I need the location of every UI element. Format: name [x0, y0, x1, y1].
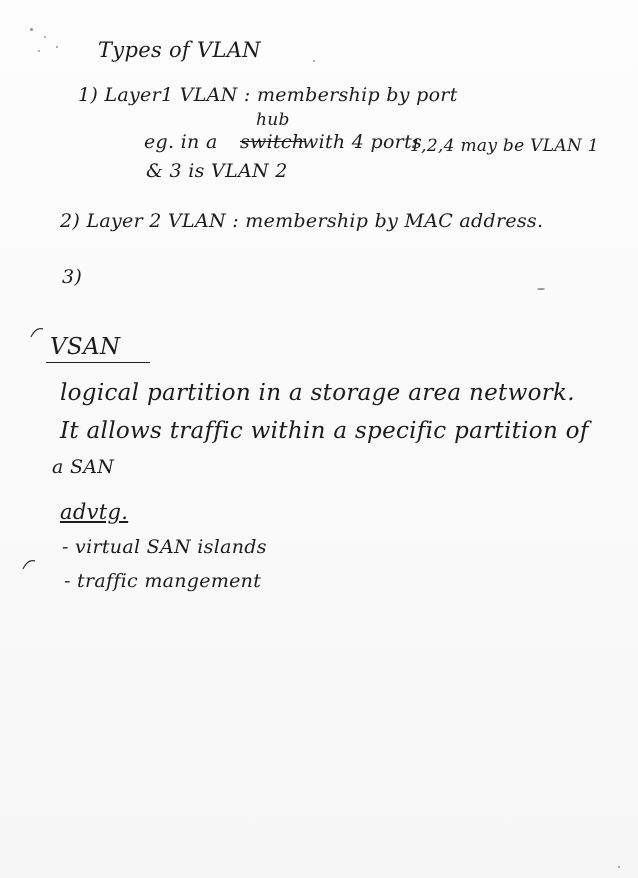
item3-label: 3) — [62, 266, 83, 288]
item1-example-prefix: eg. in a — [144, 131, 218, 153]
scan-speck — [38, 50, 40, 52]
scan-speck — [30, 28, 33, 31]
vsan-line3: a SAN — [52, 456, 115, 478]
scan-speck — [313, 60, 315, 62]
margin-arc-mark — [22, 558, 36, 570]
item1-example-ports: 1,2,4 may be VLAN 1 — [410, 136, 599, 156]
item1-struck-word: switch — [240, 131, 305, 153]
item1-label: 1) Layer1 VLAN : membership by port — [78, 84, 458, 106]
scan-speck — [56, 46, 58, 48]
scan-speck — [618, 866, 620, 868]
item1-example-cont: & 3 is VLAN 2 — [146, 160, 288, 182]
vsan-line2: It allows traffic within a specific partition of — [60, 418, 589, 444]
vsan-line1: logical partition in a storage area network. — [60, 380, 575, 406]
adv-item-traffic: - traffic mangement — [64, 570, 262, 592]
item2-label: 2) Layer 2 VLAN : membership by MAC address. — [60, 210, 544, 232]
vsan-heading-underline — [46, 362, 150, 363]
item1-inserted-word: hub — [256, 110, 290, 130]
scan-speck — [44, 36, 46, 38]
item1-example-middle: with 4 ports — [302, 131, 423, 153]
adv-item-virtual-san: - virtual SAN islands — [62, 536, 267, 558]
adv-heading: advtg. — [60, 500, 129, 524]
notes-title: Types of VLAN — [98, 38, 261, 62]
vsan-heading: VSAN — [50, 334, 121, 360]
margin-arc-mark — [30, 326, 44, 338]
scan-speck — [537, 288, 545, 290]
